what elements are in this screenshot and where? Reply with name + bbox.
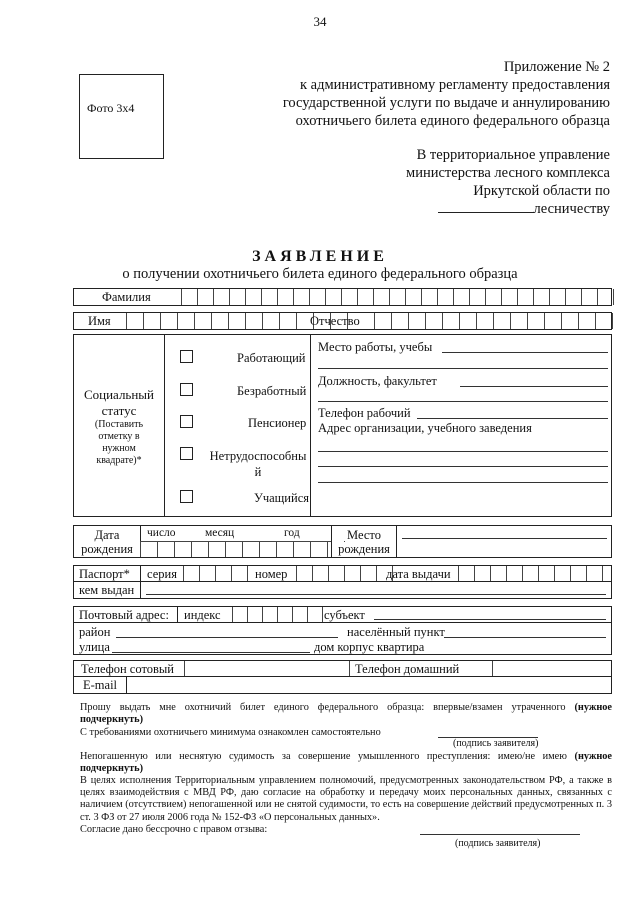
statement-conviction-hint: (нужное подчеркнуть) bbox=[80, 751, 613, 775]
name-row bbox=[73, 312, 612, 330]
statement-issue-text: Прошу выдать мне охотничий билет единого федерального образца: впервые/взамен утраченного bbox=[80, 702, 566, 713]
passport-row bbox=[73, 565, 612, 582]
statement-minimum: С требованиями охотничьего минимума ознакомлен самостоятельно bbox=[80, 727, 381, 738]
work-place-label: Место работы, учебы bbox=[318, 340, 433, 354]
checkbox-pensioner[interactable] bbox=[180, 415, 193, 428]
document-title: ЗАЯВЛЕНИЕ bbox=[252, 248, 388, 265]
signature-line-2[interactable] bbox=[420, 834, 580, 835]
statement-conviction-text: Непогашенную или неснятую судимость за совершение умышленного преступления: имею/не имею bbox=[80, 751, 567, 762]
settlement-line[interactable] bbox=[444, 637, 606, 638]
birth-row bbox=[73, 525, 612, 558]
org-address-line-3[interactable] bbox=[318, 482, 608, 483]
social-status-block bbox=[73, 334, 612, 517]
district-label: район bbox=[79, 625, 111, 639]
work-place-line-2[interactable] bbox=[318, 368, 608, 369]
signature-caption-1: (подпись заявителя) bbox=[453, 738, 539, 749]
social-status-heading bbox=[74, 387, 164, 467]
position-line-2[interactable] bbox=[318, 401, 608, 402]
work-phone-label: Телефон рабочий bbox=[318, 406, 411, 420]
birth-year-label: год bbox=[284, 527, 300, 539]
passport-issued-by-line[interactable] bbox=[146, 594, 606, 595]
statement-issue-hint: (нужное подчеркнуть) bbox=[80, 702, 612, 726]
birth-place-label-2: рождения bbox=[338, 542, 390, 556]
birth-place-label-1: Место bbox=[347, 528, 381, 542]
option-working: Работающий bbox=[237, 351, 306, 365]
home-phone-label: Телефон домашний bbox=[355, 662, 460, 676]
position-label: Должность, факультет bbox=[318, 374, 437, 388]
birth-place-label bbox=[332, 528, 396, 556]
option-student: Учащийся bbox=[254, 491, 309, 505]
statement-revocation: Согласие дано бессрочно с правом отзыва: bbox=[80, 824, 268, 835]
birth-place-line[interactable] bbox=[402, 538, 607, 539]
district-line[interactable] bbox=[116, 637, 338, 638]
photo-box bbox=[79, 74, 164, 159]
work-phone-line[interactable] bbox=[417, 418, 608, 419]
passport-issued-by-label: кем выдан bbox=[79, 583, 135, 597]
surname-cells[interactable] bbox=[181, 289, 629, 305]
document-subtitle: о получении охотничьего билета единого федерального образца bbox=[122, 266, 518, 282]
checkbox-student[interactable] bbox=[180, 490, 193, 503]
settlement-label: населённый пункт bbox=[347, 625, 445, 639]
birth-date-label bbox=[74, 528, 140, 556]
statement-issue bbox=[80, 702, 612, 726]
name-label: Имя bbox=[88, 314, 111, 328]
passport-issued-row bbox=[73, 582, 612, 599]
passport-series-cells[interactable] bbox=[183, 566, 263, 581]
addressee-line-4-row bbox=[406, 200, 610, 218]
passport-series-label: серия bbox=[147, 567, 177, 581]
addressee-block bbox=[406, 146, 610, 218]
social-heading-2: статус bbox=[101, 403, 137, 418]
statement-consent: В целях исполнения Территориальным управлением полномочий, предусмотренных законодательством РФ, а также в целях взаимодействия с МВД РФ, даю согласие на обработку и передачу моих персональных данных, связанных с наличием (отсутствием) непогашенной или не снятой судимости, то есть на совершение действий предусмотренных п. 3 ст. 3 ФЗ от 27 июля 2006 года № 152-ФЗ «О персональных данных». bbox=[80, 775, 612, 823]
email-row bbox=[73, 677, 612, 694]
appendix-line-2: к административному регламенту предоставления bbox=[299, 77, 610, 93]
appendix-header bbox=[283, 58, 610, 130]
passport-number-label: номер bbox=[255, 567, 288, 581]
option-pensioner: Пенсионер bbox=[248, 416, 307, 430]
option-disabled: Нетрудоспособный bbox=[209, 449, 307, 479]
photo-label: Фото 3х4 bbox=[87, 101, 135, 115]
checkbox-disabled[interactable] bbox=[180, 447, 193, 460]
addressee-line-1: В территориальное управление bbox=[416, 147, 610, 163]
statement-conviction bbox=[80, 751, 612, 775]
addressee-line-4: лесничеству bbox=[533, 201, 610, 217]
home-phone-cells[interactable] bbox=[492, 661, 494, 676]
page-number: 34 bbox=[313, 14, 327, 29]
phones-row bbox=[73, 660, 612, 677]
mobile-phone-cells[interactable] bbox=[184, 661, 351, 676]
birth-day-label: число bbox=[147, 527, 176, 539]
position-line[interactable] bbox=[460, 386, 608, 387]
postal-index-label: индекс bbox=[184, 608, 221, 622]
social-heading-1: Социальный bbox=[83, 387, 155, 402]
addressee-line-2: министерства лесного комплекса bbox=[406, 165, 610, 181]
postal-address-label: Почтовый адрес: bbox=[79, 608, 169, 622]
passport-label: Паспорт* bbox=[79, 567, 130, 581]
patronymic-label: Отчество bbox=[310, 314, 360, 328]
birth-date-cells[interactable] bbox=[140, 541, 361, 557]
email-label: E-mail bbox=[83, 678, 118, 692]
appendix-line-4: охотничьего билета единого федерального образца bbox=[295, 113, 610, 129]
work-place-line[interactable] bbox=[442, 352, 608, 353]
checkbox-working[interactable] bbox=[180, 350, 193, 363]
street-label: улица bbox=[79, 640, 110, 654]
checkbox-unemployed[interactable] bbox=[180, 383, 193, 396]
address-details bbox=[73, 623, 612, 655]
postal-subject-line[interactable] bbox=[374, 619, 606, 620]
passport-issue-date-cells[interactable] bbox=[458, 566, 618, 581]
street-line[interactable] bbox=[112, 652, 310, 653]
birth-month-label: месяц bbox=[205, 527, 235, 539]
postal-subject-label: субъект bbox=[324, 608, 365, 622]
org-address-line-2[interactable] bbox=[318, 466, 608, 467]
appendix-line-3: государственной услуги по выдаче и аннулированию bbox=[282, 95, 610, 111]
patronymic-cells[interactable] bbox=[374, 313, 629, 329]
surname-label: Фамилия bbox=[102, 290, 151, 304]
house-label: дом корпус квартира bbox=[314, 640, 425, 654]
appendix-line-1: Приложение № 2 bbox=[503, 59, 610, 75]
postal-address-row bbox=[73, 606, 612, 623]
forestry-blank[interactable] bbox=[438, 200, 534, 213]
postal-index-cells[interactable] bbox=[232, 607, 337, 622]
birth-date-label-1: Дата bbox=[94, 528, 120, 542]
birth-date-label-2: рождения bbox=[81, 542, 133, 556]
mobile-phone-label: Телефон сотовый bbox=[81, 662, 174, 676]
org-address-label: Адрес организации, учебного заведения bbox=[318, 421, 532, 435]
passport-issue-date-label: дата выдачи bbox=[386, 567, 451, 581]
addressee-line-3: Иркутской области по bbox=[473, 183, 610, 199]
org-address-line-1[interactable] bbox=[318, 451, 608, 452]
option-unemployed: Безработный bbox=[237, 384, 307, 398]
surname-row bbox=[73, 288, 612, 306]
signature-caption-2: (подпись заявителя) bbox=[455, 838, 541, 849]
social-note: (Поставить отметку в нужном квадрате)* bbox=[94, 419, 144, 466]
